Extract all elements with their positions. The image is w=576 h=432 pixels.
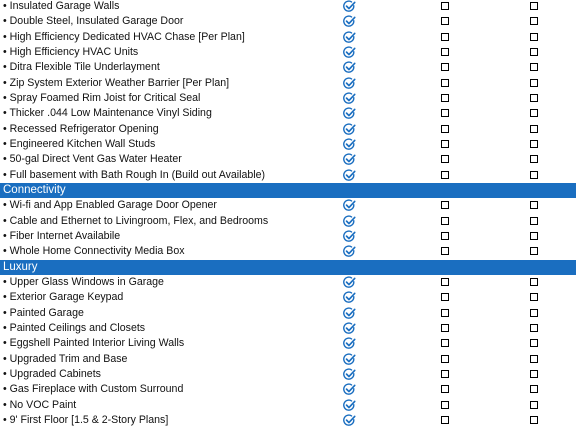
empty-checkbox-icon (530, 155, 538, 163)
check-circle-icon (343, 337, 356, 350)
feature-label: • Ditra Flexible Tile Underlayment (3, 61, 160, 74)
empty-checkbox-icon (530, 63, 538, 71)
feature-row (0, 398, 576, 413)
feature-label: • Double Steel, Insulated Garage Door (3, 15, 184, 28)
empty-checkbox-icon (530, 247, 538, 255)
check-circle-icon (343, 230, 356, 243)
feature-label: • Zip System Exterior Weather Barrier [Per Plan] (3, 76, 230, 89)
empty-checkbox-icon (441, 401, 449, 409)
feature-row (0, 306, 576, 321)
feature-row (0, 382, 576, 397)
feature-label: • 9' First Floor [1.5 & 2-Story Plans] (3, 413, 169, 426)
feature-row (0, 244, 576, 259)
empty-checkbox-icon (530, 48, 538, 56)
empty-checkbox-icon (441, 109, 449, 117)
feature-row (0, 367, 576, 382)
empty-checkbox-icon (441, 355, 449, 363)
feature-row (0, 152, 576, 167)
feature-label: • Upgraded Cabinets (3, 367, 101, 380)
feature-row (0, 0, 576, 14)
empty-checkbox-icon (530, 33, 538, 41)
feature-label: • Upgraded Trim and Base (3, 352, 128, 365)
section-header-connectivity (0, 183, 576, 198)
check-circle-icon (343, 383, 356, 396)
empty-checkbox-icon (530, 293, 538, 301)
feature-label: • Spray Foamed Rim Joist for Critical Seal (3, 91, 201, 104)
empty-checkbox-icon (441, 309, 449, 317)
check-circle-icon (343, 245, 356, 258)
feature-label: • Fiber Internet Availabile (3, 229, 121, 242)
empty-checkbox-icon (530, 2, 538, 10)
empty-checkbox-icon (441, 232, 449, 240)
section-title: Connectivity (3, 183, 66, 196)
check-circle-icon (343, 307, 356, 320)
feature-label: • Painted Garage (3, 306, 84, 319)
feature-label: • Painted Ceilings and Closets (3, 321, 146, 334)
check-circle-icon (343, 414, 356, 427)
feature-row (0, 229, 576, 244)
empty-checkbox-icon (441, 339, 449, 347)
empty-checkbox-icon (441, 140, 449, 148)
empty-checkbox-icon (441, 79, 449, 87)
feature-row (0, 214, 576, 229)
feature-row (0, 275, 576, 290)
feature-row (0, 137, 576, 152)
check-circle-icon (343, 77, 356, 90)
empty-checkbox-icon (441, 48, 449, 56)
empty-checkbox-icon (441, 247, 449, 255)
check-circle-icon (343, 46, 356, 59)
feature-label: • Insulated Garage Walls (3, 0, 120, 12)
feature-row (0, 413, 576, 428)
check-circle-icon (343, 276, 356, 289)
empty-checkbox-icon (530, 232, 538, 240)
check-circle-icon (343, 368, 356, 381)
feature-label: • Full basement with Bath Rough In (Build out Available) (3, 168, 266, 181)
empty-checkbox-icon (530, 355, 538, 363)
empty-checkbox-icon (530, 140, 538, 148)
check-circle-icon (343, 61, 356, 74)
feature-row (0, 45, 576, 60)
section-header-luxury (0, 260, 576, 275)
feature-row (0, 198, 576, 213)
feature-row (0, 122, 576, 137)
empty-checkbox-icon (441, 416, 449, 424)
check-circle-icon (343, 123, 356, 136)
empty-checkbox-icon (530, 309, 538, 317)
empty-checkbox-icon (530, 79, 538, 87)
empty-checkbox-icon (441, 33, 449, 41)
empty-checkbox-icon (441, 94, 449, 102)
empty-checkbox-icon (441, 370, 449, 378)
empty-checkbox-icon (530, 171, 538, 179)
feature-label: • 50-gal Direct Vent Gas Water Heater (3, 153, 182, 166)
feature-row (0, 321, 576, 336)
feature-row (0, 290, 576, 305)
feature-row (0, 168, 576, 183)
check-circle-icon (343, 322, 356, 335)
empty-checkbox-icon (530, 339, 538, 347)
empty-checkbox-icon (530, 416, 538, 424)
empty-checkbox-icon (530, 17, 538, 25)
feature-row (0, 14, 576, 29)
empty-checkbox-icon (441, 385, 449, 393)
empty-checkbox-icon (530, 125, 538, 133)
check-circle-icon (343, 107, 356, 120)
check-circle-icon (343, 92, 356, 105)
check-circle-icon (343, 15, 356, 28)
feature-label: • Wi-fi and App Enabled Garage Door Opener (3, 199, 217, 212)
check-circle-icon (343, 169, 356, 182)
empty-checkbox-icon (441, 278, 449, 286)
feature-label: • Thicker .044 Low Maintenance Vinyl Siding (3, 107, 212, 120)
feature-label: • Cable and Ethernet to Livingroom, Flex, and Bedrooms (3, 214, 269, 227)
empty-checkbox-icon (530, 201, 538, 209)
empty-checkbox-icon (441, 201, 449, 209)
feature-label: • Gas Fireplace with Custom Surround (3, 383, 184, 396)
feature-label: • Exterior Garage Keypad (3, 291, 124, 304)
feature-row (0, 336, 576, 351)
empty-checkbox-icon (441, 2, 449, 10)
empty-checkbox-icon (530, 370, 538, 378)
feature-label: • No VOC Paint (3, 398, 77, 411)
empty-checkbox-icon (530, 401, 538, 409)
check-circle-icon (343, 0, 356, 13)
feature-row (0, 106, 576, 121)
feature-label: • Eggshell Painted Interior Living Walls (3, 337, 185, 350)
feature-label: • Whole Home Connectivity Media Box (3, 245, 185, 258)
check-circle-icon (343, 215, 356, 228)
empty-checkbox-icon (441, 171, 449, 179)
feature-row (0, 76, 576, 91)
feature-row (0, 30, 576, 45)
check-circle-icon (343, 31, 356, 44)
empty-checkbox-icon (530, 278, 538, 286)
empty-checkbox-icon (441, 217, 449, 225)
feature-label: • Upper Glass Windows in Garage (3, 275, 164, 288)
empty-checkbox-icon (530, 94, 538, 102)
check-circle-icon (343, 291, 356, 304)
check-circle-icon (343, 353, 356, 366)
empty-checkbox-icon (530, 109, 538, 117)
check-circle-icon (343, 153, 356, 166)
feature-row (0, 91, 576, 106)
empty-checkbox-icon (530, 385, 538, 393)
check-circle-icon (343, 399, 356, 412)
empty-checkbox-icon (441, 293, 449, 301)
feature-row (0, 352, 576, 367)
empty-checkbox-icon (441, 63, 449, 71)
empty-checkbox-icon (530, 217, 538, 225)
empty-checkbox-icon (441, 324, 449, 332)
check-circle-icon (343, 199, 356, 212)
empty-checkbox-icon (530, 324, 538, 332)
feature-label: • High Efficiency HVAC Units (3, 45, 139, 58)
empty-checkbox-icon (441, 17, 449, 25)
section-title: Luxury (3, 260, 38, 273)
empty-checkbox-icon (441, 125, 449, 133)
check-circle-icon (343, 138, 356, 151)
feature-label: • Engineered Kitchen Wall Studs (3, 137, 156, 150)
feature-label: • Recessed Refrigerator Opening (3, 122, 159, 135)
feature-label: • High Efficiency Dedicated HVAC Chase [Per Plan] (3, 30, 245, 43)
feature-row (0, 60, 576, 75)
empty-checkbox-icon (441, 155, 449, 163)
